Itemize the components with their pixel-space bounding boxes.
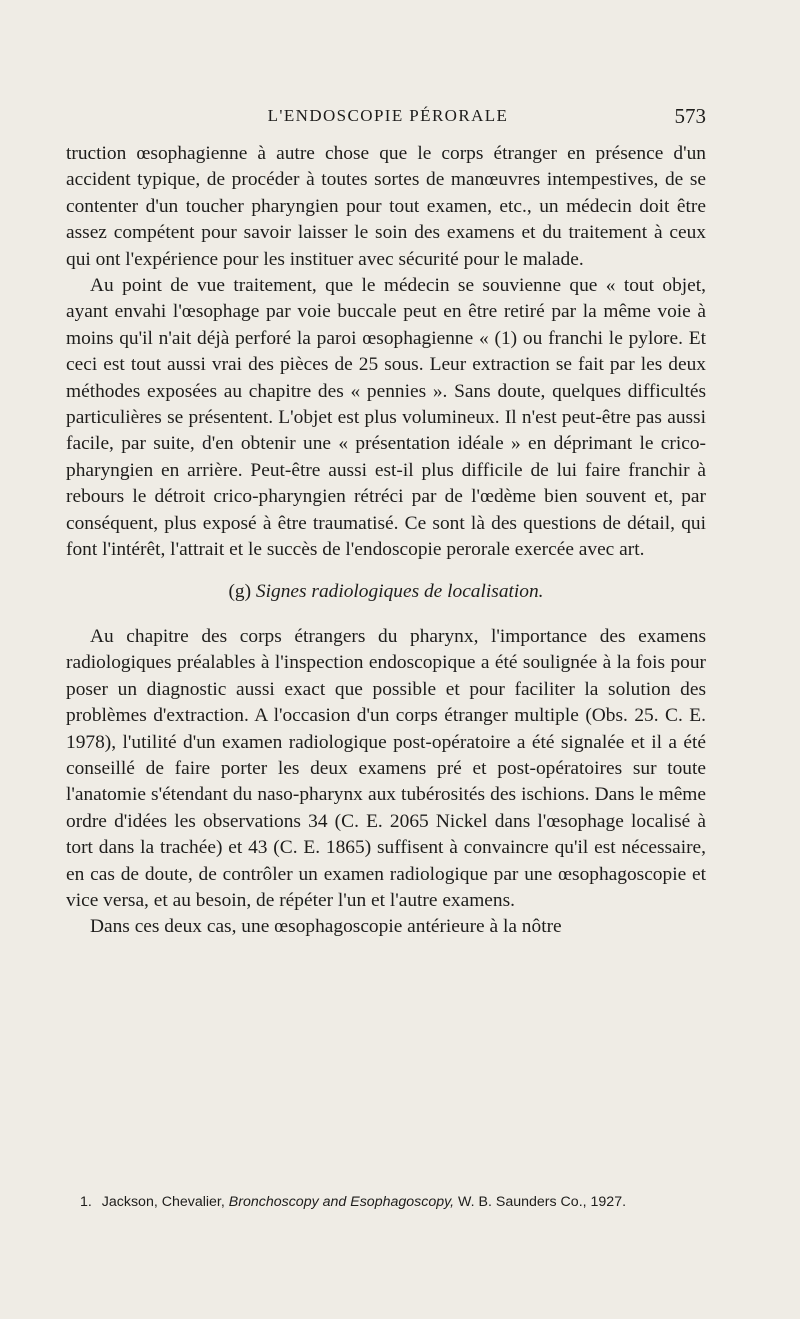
- paragraph-continuation: truction œsophagienne à autre chose que le corps étranger en présence d'un accident typique, de procéder à toutes sortes de manœuvres intempestives, de se contenter d'un toucher pharyngien pour tout examen, etc., un médecin doit être assez compétent pour savoir laisser le soin des examens et du traitement à ceux qui ont l'expérience pour les instituer avec sécurité pour le malade.: [66, 143, 706, 270]
- footnote-title: Bronchoscopy and Esophagoscopy,: [228, 1194, 455, 1210]
- body-text: [66, 141, 706, 941]
- page-number: 573: [674, 104, 706, 128]
- footnote-authors: Jackson, Chevalier,: [101, 1194, 225, 1210]
- paragraph-radiology: Au chapitre des corps étrangers du pharynx, l'importance des examens radiologiques préalables à l'inspection endoscopique a été soulignée à la fois pour poser un diagnostic aussi exact que possible et pour faciliter la solution des problèmes d'extraction. A l'occasion d'un corps étranger multiple (Obs. 25. C. E. 1978), l'utilité d'un examen radiologique post-opératoire a été signalée et il a été conseillé de faire porter les deux examens pré et post-opératoires sur toute l'anatomie s'étendant du naso-pharynx aux tubérosités des ischions. Dans le même ordre d'idées les observations 34 (C. E. 2065 Nickel dans l'œsophage localisé à tort dans la trachée) et 43 (C. E. 1865) suffisent à convaincre qu'il est nécessaire, en cas de doute, de contrôler un examen radiologique par une œsophagoscopie et vice versa, et au besoin, de répéter l'un et l'autre examens.: [66, 625, 706, 911]
- paragraph-treatment: Au point de vue traitement, que le médecin se souvienne que « tout objet, ayant envahi l'œsophage par voie buccale peut en être retiré par la même voie à moins qu'il n'ait déjà perforé la paroi œsophagienne « (1) ou franchi le pylore. Et ceci est tout aussi vrai des pièces de 25 sous. Leur extraction se fait par les deux méthodes exposées au chapitre des « pennies ». Sans doute, quelques difficultés particulières se présentent. L'objet est plus volumineux. Il n'est peut-être pas aussi facile, par suite, d'en obtenir une « présentation idéale » en déprimant le crico-pharyngien en arrière. Peut-être aussi est-il plus difficile de lui faire franchir à rebours le détroit crico-pharyngien rétréci par de l'œdème bien souvent et, par conséquent, plus exposé à être traumatisé. Ce sont là des questions de détail, qui font l'intérêt, l'attrait et le succès de l'endoscopie perorale exercée avec art.: [66, 275, 706, 561]
- footnote: [66, 1192, 706, 1212]
- paragraph-two-cases: Dans ces deux cas, une œsophagoscopie antérieure à la nôtre: [90, 916, 562, 938]
- section-heading: [66, 579, 706, 605]
- section-marker: (g): [228, 580, 252, 602]
- footnote-number: 1.: [80, 1194, 92, 1210]
- page-header: [66, 106, 710, 130]
- footnote-publisher: W. B. Saunders Co., 1927.: [458, 1194, 627, 1210]
- running-title: L'ENDOSCOPIE PÉRORALE: [267, 106, 509, 125]
- section-title: Signes radiologiques de localisation.: [255, 580, 544, 602]
